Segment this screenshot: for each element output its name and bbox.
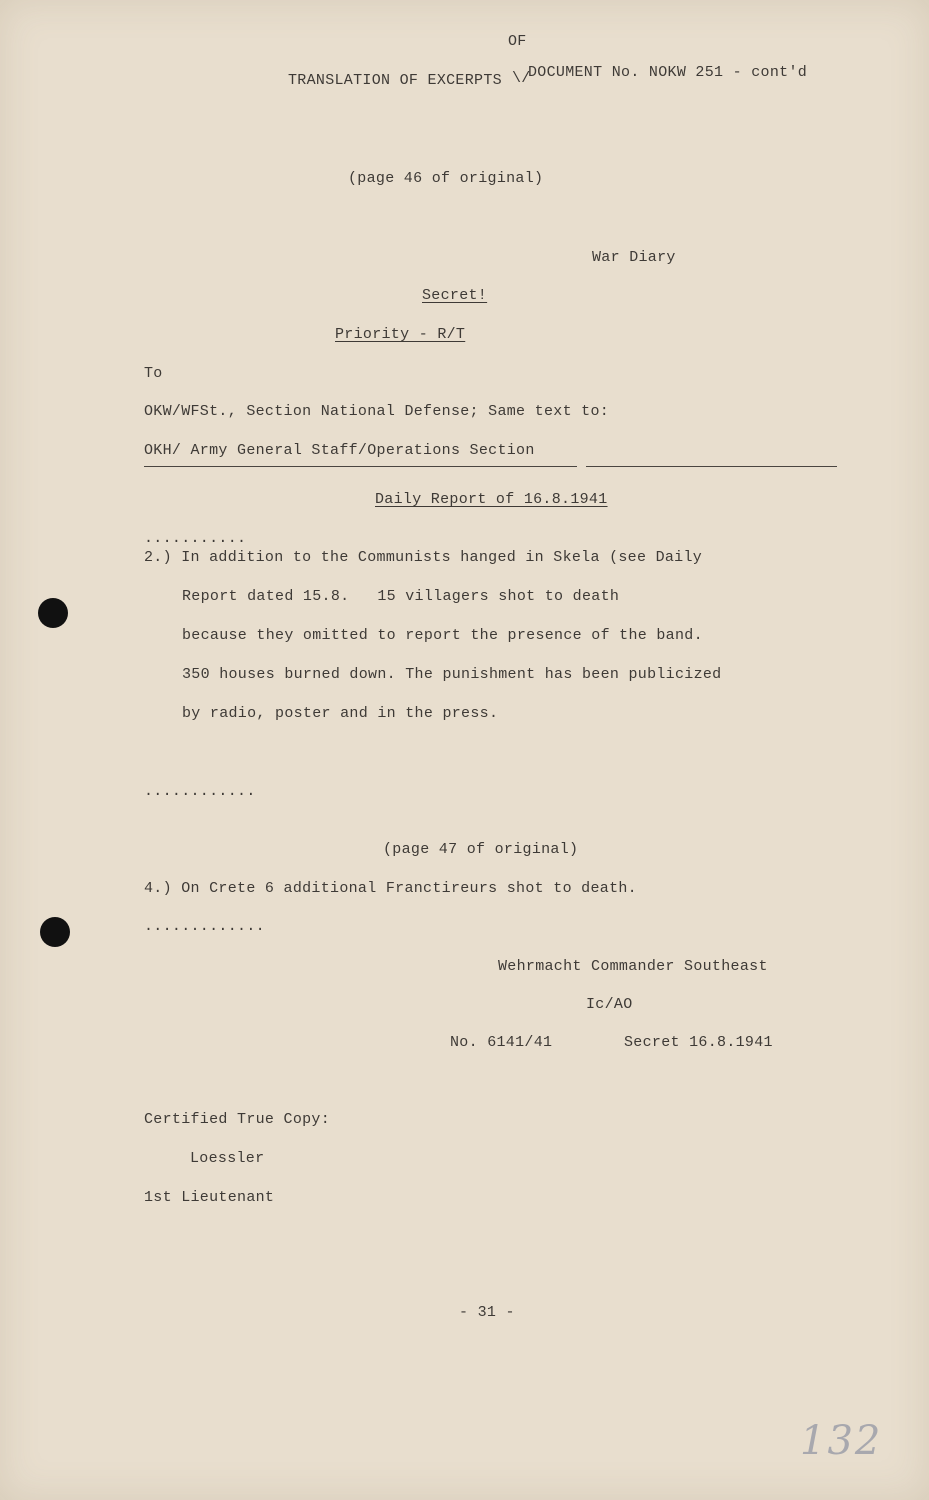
secret-date: Secret 16.8.1941 <box>624 1034 773 1051</box>
para2-line3: because they omitted to report the presence of the band. <box>182 627 703 644</box>
page-ref-46: (page 46 of original) <box>348 170 544 187</box>
ellipsis-3: ............. <box>144 918 265 935</box>
certified-label: Certified True Copy: <box>144 1111 331 1128</box>
ellipsis-1: ........... <box>144 530 247 547</box>
war-diary-label: War Diary <box>592 249 676 266</box>
header-caret: \/ <box>512 70 531 87</box>
page-ref-47: (page 47 of original) <box>383 841 579 858</box>
recipient-line-1: OKW/WFSt., Section National Defense; Same text to: <box>144 403 610 420</box>
handwritten-page-number: 132 <box>800 1418 883 1464</box>
divider-left <box>144 466 577 467</box>
certifier-rank: 1st Lieutenant <box>144 1189 275 1206</box>
header-title-right: DOCUMENT No. NOKW 251 - cont'd <box>528 64 808 81</box>
punch-hole-top <box>38 598 68 628</box>
document-number: No. 6141/41 <box>450 1034 553 1051</box>
priority-label: Priority - R/T <box>335 326 466 343</box>
divider-right <box>586 466 837 467</box>
para4: 4.) On Crete 6 additional Franctireurs shot to death. <box>144 880 637 897</box>
certifier-name: Loessler <box>190 1150 265 1167</box>
recipient-line-2: OKH/ Army General Staff/Operations Section <box>144 442 535 459</box>
office-code: Ic/AO <box>586 996 633 1013</box>
page-number: - 31 - <box>459 1304 515 1321</box>
header-of-insert: OF <box>508 33 527 50</box>
header-title-left: TRANSLATION OF EXCERPTS <box>288 72 502 89</box>
para2-line5: by radio, poster and in the press. <box>182 705 499 722</box>
punch-hole-bottom <box>40 917 70 947</box>
to-label: To <box>144 365 163 382</box>
para2-line4: 350 houses burned down. The punishment has been publicized <box>182 666 722 683</box>
commander-title: Wehrmacht Commander Southeast <box>498 958 768 975</box>
daily-report-title: Daily Report of 16.8.1941 <box>375 491 608 508</box>
para2-line1: 2.) In addition to the Communists hanged in Skela (see Daily <box>144 549 703 566</box>
secret-label: Secret! <box>422 287 488 304</box>
ellipsis-2: ............ <box>144 783 256 800</box>
para2-line2: Report dated 15.8. 15 villagers shot to death <box>182 588 620 605</box>
